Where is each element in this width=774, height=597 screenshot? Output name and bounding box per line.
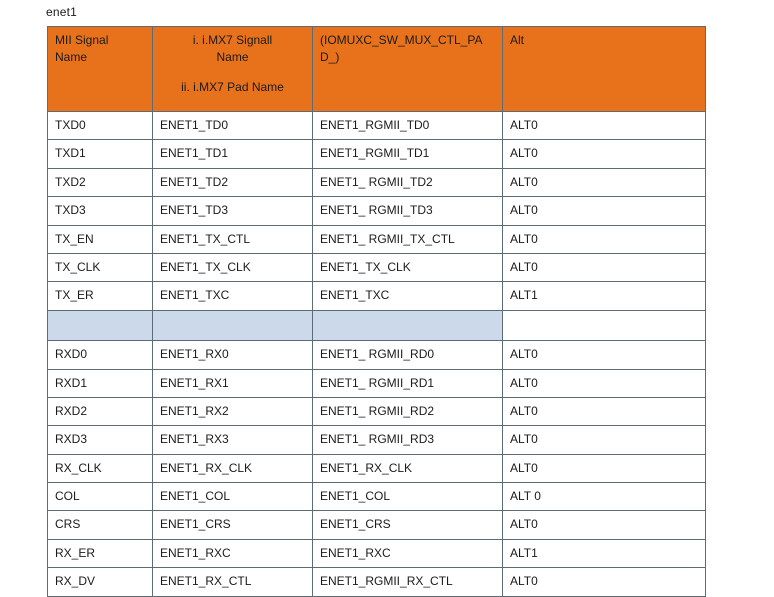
table-cell: ALT0 bbox=[503, 140, 706, 168]
table-cell: ENET1_ RGMII_RD0 bbox=[313, 341, 503, 369]
table-row bbox=[48, 140, 706, 168]
table-cell: ENET1_ RGMII_RD1 bbox=[313, 369, 503, 397]
table-cell: TX_EN bbox=[48, 225, 153, 253]
table-cell: ENET1_TXC bbox=[313, 282, 503, 310]
table-cell: ENET1_RGMII_TD0 bbox=[313, 112, 503, 140]
table-cell: ALT0 bbox=[503, 568, 706, 596]
table-cell: ENET1_RX2 bbox=[153, 397, 313, 425]
table-cell: TXD3 bbox=[48, 197, 153, 225]
table-cell: CRS bbox=[48, 511, 153, 539]
table-cell: ALT0 bbox=[503, 426, 706, 454]
table-cell: ENET1_COL bbox=[313, 483, 503, 511]
table-body bbox=[48, 112, 706, 597]
table-cell: ENET1_RX0 bbox=[153, 341, 313, 369]
table-cell: RXD2 bbox=[48, 397, 153, 425]
table-row bbox=[48, 426, 706, 454]
table-cell: ALT0 bbox=[503, 253, 706, 281]
table-cell: ENET1_RXC bbox=[313, 539, 503, 567]
table-header bbox=[48, 27, 706, 112]
table-row bbox=[48, 225, 706, 253]
table-cell: ENET1_RX3 bbox=[153, 426, 313, 454]
table-cell: ENET1_TD3 bbox=[153, 197, 313, 225]
table-row bbox=[48, 454, 706, 482]
table-row bbox=[48, 568, 706, 596]
table-row bbox=[48, 168, 706, 196]
table-cell: TXD2 bbox=[48, 168, 153, 196]
header-line-1: MII Signal bbox=[55, 33, 109, 47]
table-cell: ALT0 bbox=[503, 168, 706, 196]
table-cell: ENET1_RXC bbox=[153, 539, 313, 567]
table-cell: ALT0 bbox=[503, 454, 706, 482]
table-row bbox=[48, 282, 706, 310]
table-cell: RX_DV bbox=[48, 568, 153, 596]
table-cell: RXD1 bbox=[48, 369, 153, 397]
table-cell: ALT1 bbox=[503, 539, 706, 567]
table-cell: COL bbox=[48, 483, 153, 511]
header-line-1: (IOMUXC_SW_MUX_CTL_PA bbox=[320, 33, 483, 47]
table-cell: ENET1_RGMII_TD1 bbox=[313, 140, 503, 168]
table-cell: ENET1_CRS bbox=[313, 511, 503, 539]
pin-mux-table-container bbox=[47, 26, 705, 597]
header-line-2: D_) bbox=[320, 50, 340, 65]
table-row bbox=[48, 369, 706, 397]
table-cell: ALT0 bbox=[503, 197, 706, 225]
table-cell: RX_ER bbox=[48, 539, 153, 567]
table-cell: ENET1_TD1 bbox=[153, 140, 313, 168]
table-cell: ALT0 bbox=[503, 225, 706, 253]
table-row bbox=[48, 112, 706, 140]
table-cell bbox=[313, 310, 503, 340]
table-row-separator bbox=[48, 310, 706, 340]
header-line-1: i. i.MX7 Signall bbox=[192, 33, 273, 47]
table-cell: ALT0 bbox=[503, 369, 706, 397]
table-cell: TXD1 bbox=[48, 140, 153, 168]
table-cell: ENET1_ RGMII_RD2 bbox=[313, 397, 503, 425]
table-cell: ENET1_ RGMII_RD3 bbox=[313, 426, 503, 454]
column-header-iomuxc-pad bbox=[313, 27, 503, 112]
table-cell: TX_CLK bbox=[48, 253, 153, 281]
table-cell: ENET1_ RGMII_TX_CTL bbox=[313, 225, 503, 253]
table-cell: TX_ER bbox=[48, 282, 153, 310]
table-cell: ENET1_CRS bbox=[153, 511, 313, 539]
table-cell: ALT0 bbox=[503, 341, 706, 369]
table-row bbox=[48, 253, 706, 281]
header-line-2: Name bbox=[55, 50, 88, 65]
table-cell bbox=[153, 310, 313, 340]
table-cell: RX_CLK bbox=[48, 454, 153, 482]
column-header-mii-signal-name bbox=[48, 27, 153, 112]
table-row bbox=[48, 483, 706, 511]
table-cell: ALT0 bbox=[503, 112, 706, 140]
header-line-1: Alt bbox=[510, 33, 525, 47]
table-cell: RXD0 bbox=[48, 341, 153, 369]
table-cell: ALT 0 bbox=[503, 483, 706, 511]
table-cell: ALT1 bbox=[503, 282, 706, 310]
table-cell: RXD3 bbox=[48, 426, 153, 454]
table-cell: ENET1_ RGMII_TD2 bbox=[313, 168, 503, 196]
table-cell: ENET1_TD2 bbox=[153, 168, 313, 196]
table-cell: ALT0 bbox=[503, 397, 706, 425]
table-row bbox=[48, 539, 706, 567]
header-row bbox=[48, 27, 706, 112]
table-row bbox=[48, 397, 706, 425]
header-line-3: ii. i.MX7 Pad Name bbox=[181, 79, 284, 94]
table-cell: ENET1_RX_CTL bbox=[153, 568, 313, 596]
table-cell: ALT0 bbox=[503, 511, 706, 539]
table-cell: ENET1_ RGMII_TD3 bbox=[313, 197, 503, 225]
table-row bbox=[48, 511, 706, 539]
column-header-alt bbox=[503, 27, 706, 112]
pin-mux-table bbox=[47, 26, 706, 597]
table-cell: ENET1_TXC bbox=[153, 282, 313, 310]
header-line-2: Name bbox=[216, 50, 249, 65]
table-cell: ENET1_TX_CLK bbox=[153, 253, 313, 281]
table-cell: ENET1_RX_CLK bbox=[153, 454, 313, 482]
table-caption: enet1 bbox=[46, 5, 78, 19]
table-cell bbox=[48, 310, 153, 340]
table-cell: ENET1_TX_CTL bbox=[153, 225, 313, 253]
column-header-imx7-signal-name bbox=[153, 27, 313, 112]
table-cell: ENET1_RGMII_RX_CTL bbox=[313, 568, 503, 596]
table-cell: ENET1_RX1 bbox=[153, 369, 313, 397]
table-cell: ENET1_TD0 bbox=[153, 112, 313, 140]
table-cell: ENET1_RX_CLK bbox=[313, 454, 503, 482]
table-cell: TXD0 bbox=[48, 112, 153, 140]
table-row bbox=[48, 197, 706, 225]
table-row bbox=[48, 341, 706, 369]
table-cell: ENET1_TX_CLK bbox=[313, 253, 503, 281]
table-cell: ENET1_COL bbox=[153, 483, 313, 511]
table-cell bbox=[503, 310, 706, 340]
